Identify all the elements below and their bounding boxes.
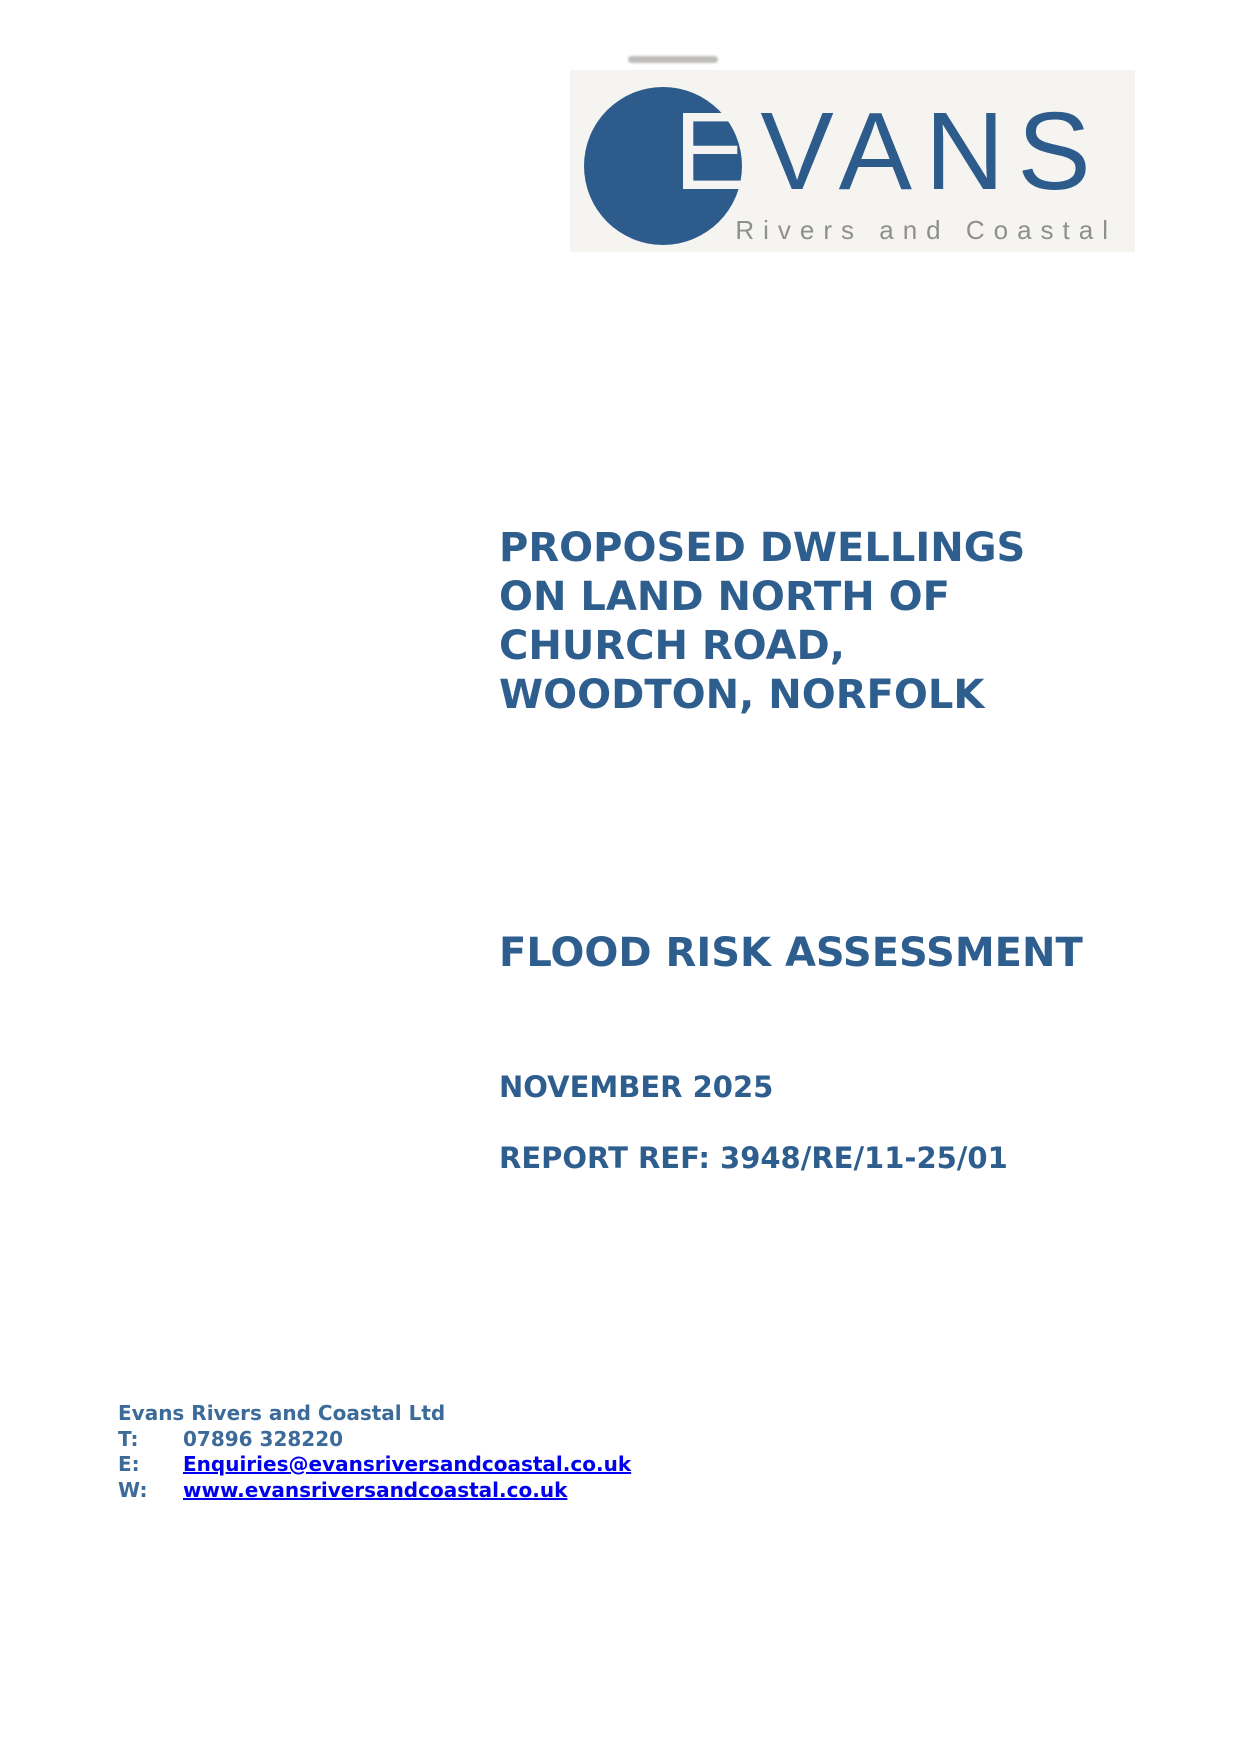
contact-row-website — [118, 1478, 631, 1504]
report-subtitle: FLOOD RISK ASSESSMENT — [499, 930, 1083, 976]
logo-initial: E — [674, 90, 761, 213]
contact-row-email — [118, 1452, 631, 1478]
contact-block — [118, 1401, 631, 1503]
email-link[interactable]: Enquiries@evansriversandcoastal.co.uk — [183, 1452, 632, 1476]
company-logo — [570, 70, 1135, 252]
scan-artifact — [628, 56, 718, 63]
logo-tagline: Rivers and Coastal — [735, 215, 1117, 245]
phone-value: 07896 328220 — [183, 1426, 344, 1451]
report-reference: REPORT REF: 3948/RE/11-25/01 — [499, 1141, 1008, 1175]
report-title-line-2: ON LAND NORTH OF — [499, 574, 950, 620]
report-title-line-1: PROPOSED DWELLINGS — [499, 525, 1026, 571]
report-date: NOVEMBER 2025 — [499, 1070, 774, 1104]
logo-wordmark — [674, 90, 1104, 213]
website-label: W: — [118, 1477, 148, 1502]
footer-company-name: Evans Rivers and Coastal Ltd — [118, 1401, 446, 1425]
contact-row-phone — [118, 1427, 631, 1453]
report-title — [499, 524, 1025, 720]
email-label: E: — [118, 1452, 140, 1476]
logo-wordmark-rest: VANS — [760, 90, 1104, 213]
phone-label: T: — [118, 1426, 139, 1451]
report-title-line-3: CHURCH ROAD, — [499, 623, 845, 669]
website-link[interactable]: www.evansriversandcoastal.co.uk — [183, 1477, 568, 1502]
report-title-line-4: WOODTON, NORFOLK — [499, 672, 985, 718]
